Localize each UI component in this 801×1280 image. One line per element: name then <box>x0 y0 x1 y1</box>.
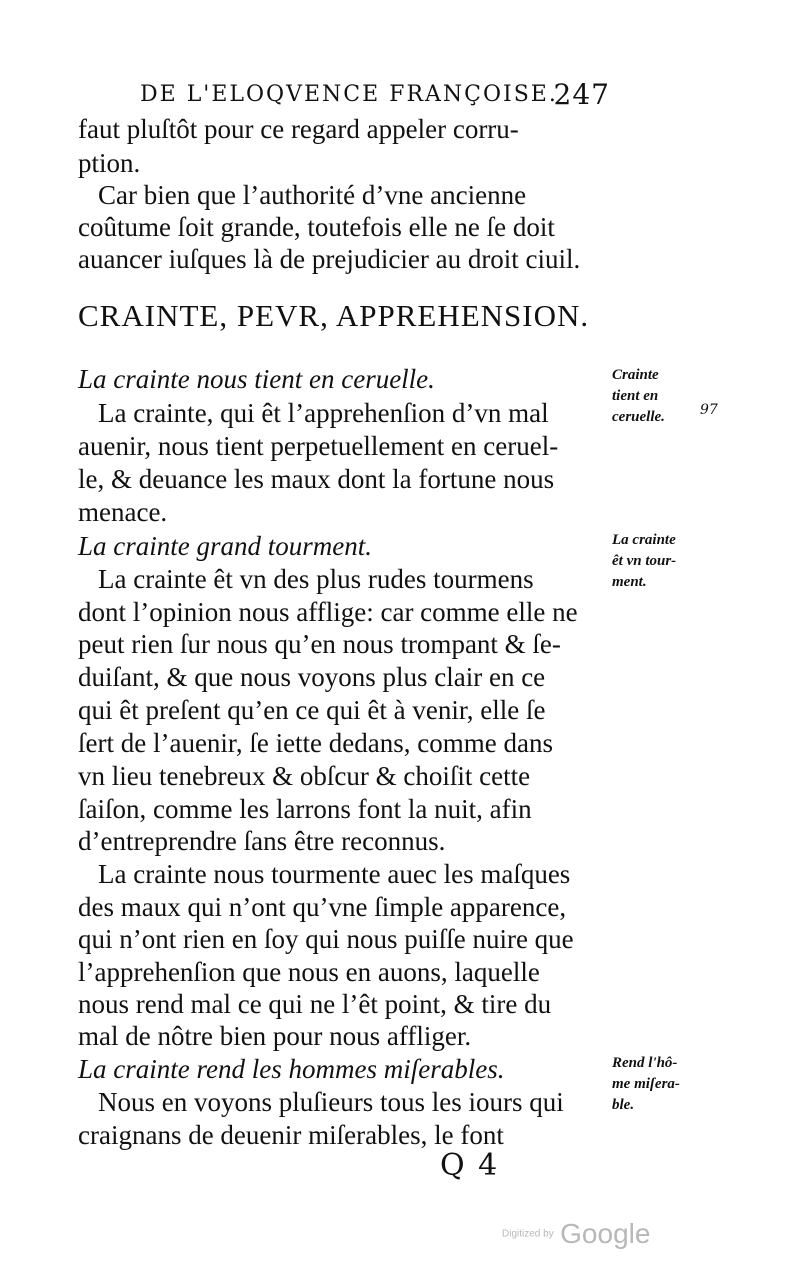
digitized-prefix: Digitized by <box>502 1228 554 1240</box>
margin-note <box>612 530 732 593</box>
margin-note-line: ceruelle. <box>612 409 665 425</box>
body-line: l’apprehenſion que nous en auons, laquelle <box>78 957 540 987</box>
paragraph-heading: La crainte nous tient en ceruelle. <box>78 364 435 394</box>
paragraph-heading: La crainte grand tourment. <box>78 531 372 561</box>
margin-number: 97 <box>700 402 718 418</box>
body-line: nous rend mal ce qui ne l’êt point, & tire du <box>78 989 552 1019</box>
body-line: faut pluſtôt pour ce regard appeler corru- <box>78 114 519 144</box>
running-head-title: DE L'ELOQVENCE FRANÇOISE. <box>140 82 558 107</box>
body-line: ſert de l’auenir, ſe iette dedans, comme dans <box>78 728 553 758</box>
body-line: des maux qui n’ont qu’vne ſimple apparence, <box>78 892 567 922</box>
margin-note-line: ment. <box>612 574 647 590</box>
margin-note-line: La crainte <box>612 532 676 548</box>
page-number: 247 <box>553 78 610 111</box>
body-line: La crainte, qui êt l’apprehenſion d’vn mal <box>98 398 549 428</box>
body-line: La crainte êt vn des plus rudes tourmens <box>98 564 534 594</box>
body-line: qui êt preſent qu’en ce qui êt à venir, elle ſe <box>78 695 546 725</box>
body-line: La crainte nous tourmente auec les maſques <box>98 859 571 889</box>
body-line: auancer iuſques là de prejudicier au droit ciuil. <box>78 244 581 274</box>
margin-note-line: Crainte <box>612 367 659 383</box>
body-line: mal de nôtre bien pour nous affliger. <box>78 1021 472 1051</box>
body-line: menace. <box>78 497 168 527</box>
margin-note <box>612 365 732 428</box>
body-line: duiſant, & que nous voyons plus clair en ce <box>78 662 546 692</box>
body-line: Car bien que l’authorité d’vne ancienne <box>98 180 527 210</box>
body-line: auenir, nous tient perpetuellement en ceruel- <box>78 431 559 461</box>
body-line: vn lieu tenebreux & obſcur & choiſit cette <box>78 761 531 791</box>
margin-note <box>612 1053 732 1116</box>
body-line: le, & deuance les maux dont la fortune nous <box>78 464 555 494</box>
body-line: craignans de deuenir miſerables, le font <box>78 1120 504 1150</box>
margin-note-line: êt vn tour- <box>612 553 677 569</box>
google-wordmark: Google <box>560 1218 651 1249</box>
section-heading: CRAINTE, PEVR, APPREHENSION. <box>78 298 590 333</box>
body-line: qui n’ont rien en ſoy qui nous puiſſe nuire que <box>78 924 574 954</box>
margin-note-line: ble. <box>612 1097 635 1113</box>
digitized-watermark <box>502 1218 650 1250</box>
body-line: ption. <box>78 148 141 178</box>
body-line: ſaiſon, comme les larrons font la nuit, afin <box>78 794 532 824</box>
body-line: coûtume ſoit grande, toutefois elle ne ſe doit <box>78 212 555 242</box>
paragraph-heading: La crainte rend les hommes miſerables. <box>78 1054 505 1084</box>
margin-note-line: Rend l'hô- <box>612 1055 678 1071</box>
body-line: peut rien ſur nous qu’en nous trompant & ſe- <box>78 629 561 659</box>
body-line: Nous en voyons pluſieurs tous les iours qui <box>98 1087 564 1117</box>
body-line: d’entreprendre ſans être reconnus. <box>78 826 446 856</box>
margin-note-line: tient en <box>612 388 659 404</box>
margin-note-line: me miſera- <box>612 1076 680 1092</box>
running-head <box>140 78 610 111</box>
signature-mark: Q 4 <box>440 1148 500 1183</box>
body-line: dont l’opinion nous afflige: car comme elle ne <box>78 597 578 627</box>
